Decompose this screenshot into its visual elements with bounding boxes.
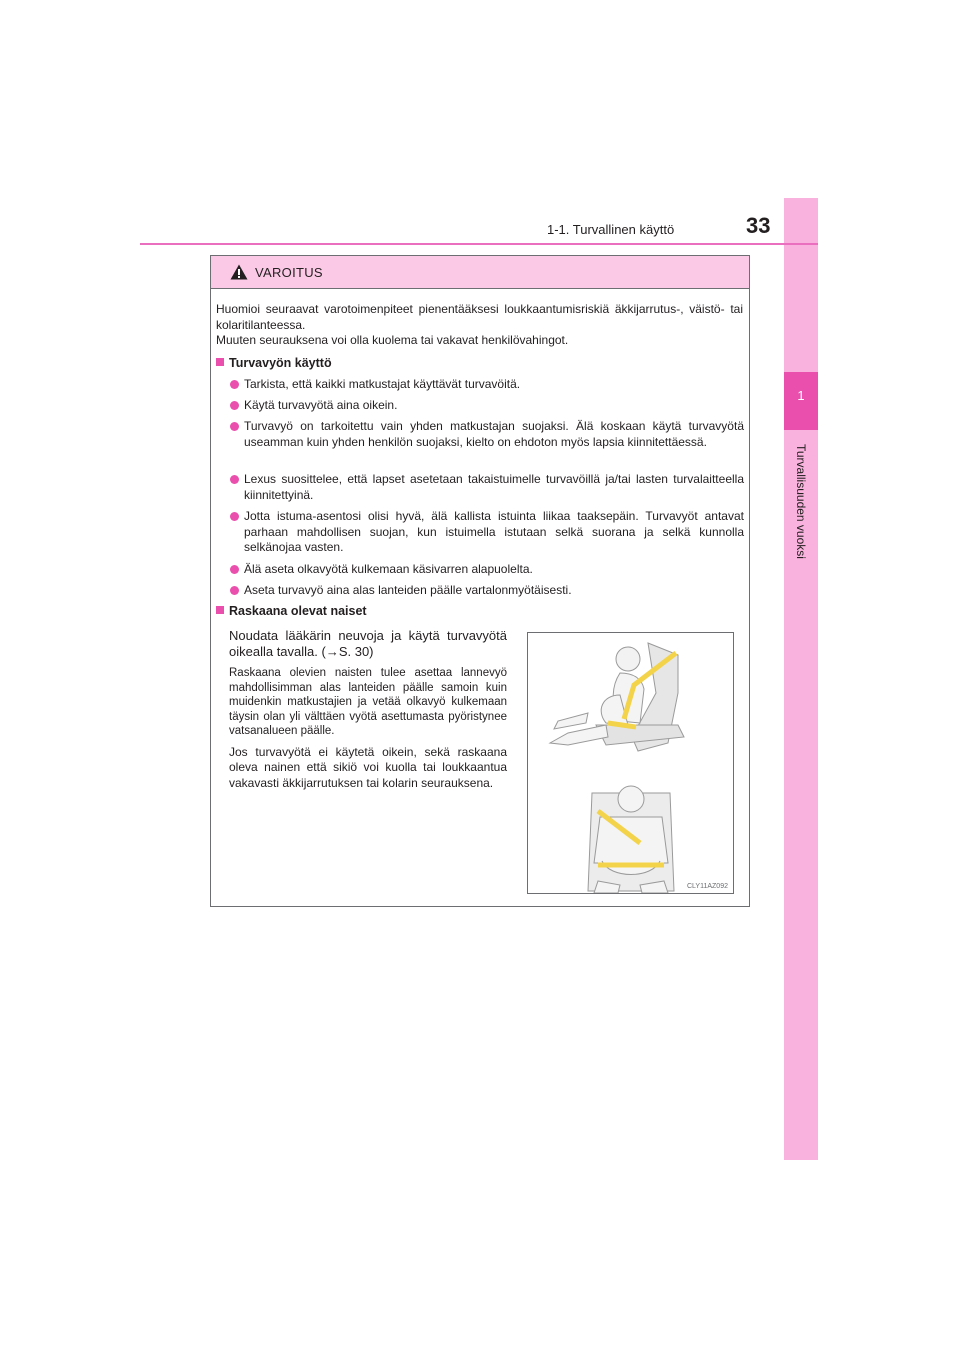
bullet-text: Jotta istuma-asentosi olisi hyvä, älä kallista istuinta liikaa taaksepäin. Turvavyöt antavat parhaan mahdollisen suojan, kun istuimella istutaan selkä suorana ja selkä kunnolla selkänojaa vasten. xyxy=(244,509,744,554)
warning-title: VAROITUS xyxy=(255,265,323,280)
warning-intro-line1: Huomioi seuraavat varotoimenpiteet pienentääksesi loukkaantumisriskiä äkkijarrutus-, väistö- tai kolaritilanteessa. xyxy=(216,302,743,332)
bullet-item xyxy=(230,472,744,503)
bullet-text: Älä aseta olkavyötä kulkemaan käsivarren alapuolelta. xyxy=(244,562,533,576)
bullet-dot-icon xyxy=(230,422,239,431)
bullet-dot-icon xyxy=(230,380,239,389)
chapter-number: 1 xyxy=(797,388,805,403)
square-bullet-icon xyxy=(216,606,224,614)
bullet-text: Lexus suosittelee, että lapset asetetaan takaistuimelle turvavöillä ja/tai lasten turvalaitteella kiinnitettyinä. xyxy=(244,472,744,502)
bullet-item xyxy=(230,509,744,556)
bullet-text: Käytä turvavyötä aina oikein. xyxy=(244,398,398,412)
front-view-figure xyxy=(588,786,674,893)
pregnant-seatbelt-figure xyxy=(528,633,733,893)
bullet-dot-icon xyxy=(230,512,239,521)
illustration-code: CLY11AZ092 xyxy=(687,883,728,890)
bullet-dot-icon xyxy=(230,565,239,574)
section-heading-seatbelt-use xyxy=(216,356,332,370)
pregnant-women-text xyxy=(229,628,507,797)
bullet-item xyxy=(230,583,744,599)
warning-intro-line2: Muuten seurauksena voi olla kuolema tai vakavat henkilövahingot. xyxy=(216,333,569,347)
chapter-name: Turvallisuuden vuoksi xyxy=(794,444,808,559)
bullet-item xyxy=(230,398,744,414)
bullet-text: Aseta turvavyö aina alas lanteiden päälle vartalonmyötäisesti. xyxy=(244,583,572,597)
section-heading-text: Turvavyön käyttö xyxy=(229,356,332,370)
page-number: 33 xyxy=(746,213,771,238)
seatbelt-illustration xyxy=(527,632,734,894)
square-bullet-icon xyxy=(216,358,224,366)
warning-triangle-icon xyxy=(230,264,248,280)
section-heading-pregnant-women xyxy=(216,604,367,618)
bullet-text: Tarkista, että kaikki matkustajat käyttävät turvavöitä. xyxy=(244,377,521,391)
bullet-dot-icon xyxy=(230,475,239,484)
warning-box xyxy=(210,255,750,907)
warning-header xyxy=(211,256,749,289)
warning-intro xyxy=(216,302,743,349)
bullet-item xyxy=(230,419,744,450)
chapter-side-strip xyxy=(784,198,818,1160)
pregnant-paragraph-1: Noudata lääkärin neuvoja ja käytä turvavyötä oikealla tavalla. (→S. 30) xyxy=(229,628,507,659)
bullet-item xyxy=(230,377,744,393)
bullet-text: Turvavyö on tarkoitettu vain yhden matkustajan suojaksi. Älä koskaan käytä turvavyötä useamman kuin yhden henkilön suojaksi, kielto on ehdoton myös lapsia kiinnitettäessä. xyxy=(244,419,744,449)
bullet-dot-icon xyxy=(230,401,239,410)
bullet-item xyxy=(230,562,744,578)
pregnant-paragraph-2: Raskaana olevien naisten tulee asettaa lannevyö mahdollisimman alas lanteiden päälle samoin kuin muidenkin matkustajien ja vetää olkavyö kulkemaan täysin olan yli välttäen vyötä asettumasta pyöristynee vatsanalueen päälle. xyxy=(229,667,507,737)
header-rule xyxy=(140,243,818,245)
pregnant-paragraph-3: Jos turvavyötä ei käytetä oikein, sekä raskaana oleva nainen että sikiö voi kuolla tai loukkaantua vakavasti äkkijarrutuksen tai kolarin seurauksena. xyxy=(229,744,507,790)
bullet-dot-icon xyxy=(230,586,239,595)
section-title: 1-1. Turvallinen käyttö xyxy=(547,222,675,237)
section-heading-text: Raskaana olevat naiset xyxy=(229,604,367,618)
